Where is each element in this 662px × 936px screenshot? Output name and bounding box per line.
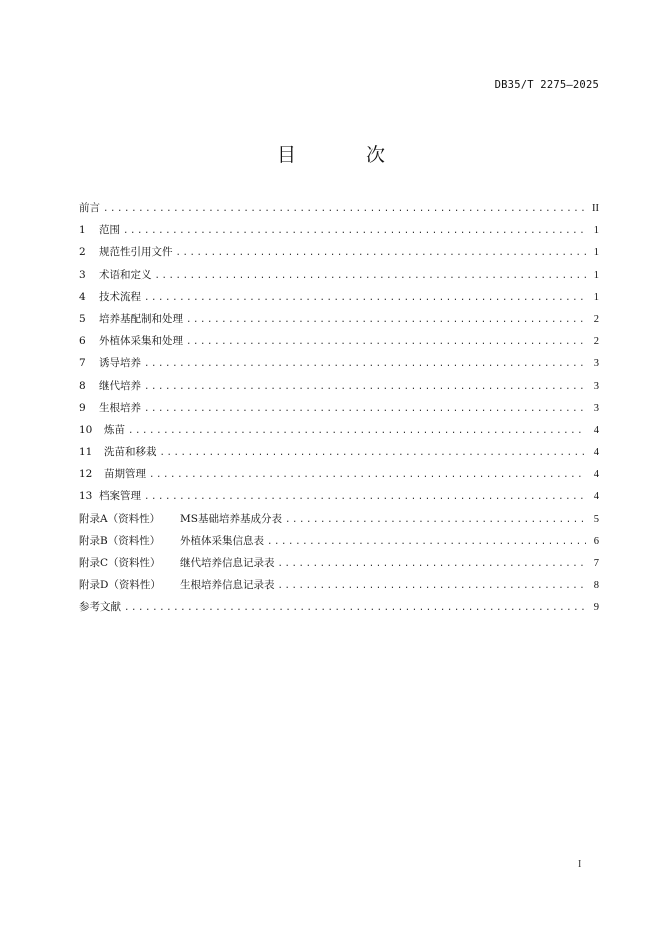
toc-leader-dots xyxy=(176,248,587,258)
toc-entry-label: 1 范围 xyxy=(79,224,120,237)
toc-entry-label: 5 培养基配制和处理 xyxy=(79,312,183,325)
toc-entry-page: 3 xyxy=(593,380,599,392)
toc-entry-label: 9 生根培养 xyxy=(79,401,141,414)
toc-entry-number: 8 xyxy=(79,379,86,392)
toc-entry-number: 5 xyxy=(79,312,86,325)
toc-entry-number: 10 xyxy=(79,423,93,436)
toc-entry-foreword[interactable] xyxy=(79,200,599,222)
toc-leader-dots xyxy=(285,515,586,525)
toc-entry-page: 1 xyxy=(593,247,599,259)
toc-leader-dots xyxy=(278,559,587,569)
toc-entry-10[interactable] xyxy=(79,422,599,444)
toc-entry-number: 11 xyxy=(79,446,93,459)
toc-entry-label: 2 规范性引用文件 xyxy=(79,246,173,259)
toc-leader-dots xyxy=(124,603,586,613)
toc-entry-number: 2 xyxy=(79,246,86,259)
toc-entry-label: 6 外植体采集和处理 xyxy=(79,335,183,348)
toc-entry-label: 8 继代培养 xyxy=(79,379,141,392)
toc-entry-8[interactable] xyxy=(79,378,599,400)
toc-entry-number: 7 xyxy=(79,357,86,370)
toc-entry-label: 前言 xyxy=(79,202,100,214)
toc-entry-number: 12 xyxy=(79,468,93,481)
toc-leader-dots xyxy=(144,359,586,369)
toc-entry-9[interactable] xyxy=(79,400,599,422)
toc-leader-dots xyxy=(103,204,586,214)
toc-entry-label: 参考文献 xyxy=(79,601,121,614)
toc-entry-number: 附录A（资料性） xyxy=(79,512,161,525)
toc-entry-label: 3 术语和定义 xyxy=(79,268,152,281)
toc-entry-label: 11 洗苗和移栽 xyxy=(79,446,157,459)
toc-entry-label: 12 苗期管理 xyxy=(79,468,146,481)
toc-leader-dots xyxy=(144,492,586,502)
toc-entry-page: 2 xyxy=(593,336,599,348)
toc-leader-dots xyxy=(128,426,586,436)
toc-leader-dots xyxy=(155,271,587,281)
toc-entry-label: 4 技术流程 xyxy=(79,290,141,303)
page-title: 目 次 xyxy=(276,144,418,166)
toc-leader-dots xyxy=(123,226,586,236)
toc-entry-page: 4 xyxy=(593,424,599,436)
toc-entry-references[interactable] xyxy=(79,599,599,621)
toc-leader-dots xyxy=(186,337,586,347)
toc-entry-page: 4 xyxy=(593,447,599,459)
toc-entry-page: 4 xyxy=(593,491,599,503)
toc-leader-dots xyxy=(144,293,586,303)
toc-entry-1[interactable] xyxy=(79,222,599,244)
document-code: DB35/T 2275—2025 xyxy=(494,79,599,91)
toc-entry-label: 附录B（资料性） 外植体采集信息表 xyxy=(79,534,264,547)
toc-entry-label: 7 诱导培养 xyxy=(79,357,141,370)
toc-entry-page: 3 xyxy=(593,402,599,414)
toc-entry-number: 6 xyxy=(79,335,86,348)
toc-entry-number: 13 xyxy=(79,490,93,503)
toc-entry-appendix-d[interactable] xyxy=(79,577,599,599)
toc-entry-5[interactable] xyxy=(79,311,599,333)
toc-entry-label: 10 炼苗 xyxy=(79,423,125,436)
toc-entry-page: 6 xyxy=(593,535,599,547)
toc-entry-page: 3 xyxy=(593,358,599,370)
toc-entry-number: 9 xyxy=(79,401,86,414)
toc-entry-number: 附录C（资料性） xyxy=(79,557,161,569)
toc-entry-label: 附录A（资料性） MS基础培养基成分表 xyxy=(79,512,282,525)
toc-entry-page: II xyxy=(592,203,599,214)
toc-entry-appendix-b[interactable] xyxy=(79,533,599,555)
toc-entry-appendix-c[interactable] xyxy=(79,555,599,577)
toc-entry-number: 附录D（资料性） xyxy=(79,579,161,592)
toc-entry-page: 1 xyxy=(593,225,599,237)
toc-entry-page: 9 xyxy=(593,602,599,614)
toc-entry-page: 2 xyxy=(593,313,599,325)
toc-leader-dots xyxy=(144,382,586,392)
toc-entry-3[interactable] xyxy=(79,267,599,289)
toc-entry-2[interactable] xyxy=(79,244,599,266)
toc-entry-page: 5 xyxy=(593,513,599,525)
toc-entry-7[interactable] xyxy=(79,355,599,377)
toc-entry-13[interactable] xyxy=(79,488,599,510)
toc-entry-6[interactable] xyxy=(79,333,599,355)
toc-entry-4[interactable] xyxy=(79,289,599,311)
toc-entry-number: 3 xyxy=(79,268,86,281)
toc-leader-dots xyxy=(278,581,587,591)
page-number: I xyxy=(578,859,582,870)
toc-entry-label: 附录D（资料性） 生根培养信息记录表 xyxy=(79,579,275,592)
toc-entry-page: 4 xyxy=(593,469,599,481)
toc-entry-number: 1 xyxy=(79,224,86,237)
toc-entry-page: 1 xyxy=(593,291,599,303)
toc-entry-page: 7 xyxy=(593,558,599,569)
toc-leader-dots xyxy=(160,448,587,458)
table-of-contents xyxy=(79,200,599,622)
toc-entry-12[interactable] xyxy=(79,466,599,488)
toc-entry-appendix-a[interactable] xyxy=(79,511,599,533)
toc-leader-dots xyxy=(186,315,586,325)
toc-entry-page: 8 xyxy=(593,580,599,592)
toc-entry-number: 4 xyxy=(79,290,86,303)
toc-leader-dots xyxy=(149,470,586,480)
toc-leader-dots xyxy=(144,404,586,414)
toc-entry-label: 附录C（资料性） 继代培养信息记录表 xyxy=(79,557,275,569)
toc-entry-11[interactable] xyxy=(79,444,599,466)
toc-entry-label: 13 档案管理 xyxy=(79,490,141,503)
toc-entry-page: 1 xyxy=(593,269,599,281)
toc-entry-number: 附录B（资料性） xyxy=(79,534,161,547)
toc-leader-dots xyxy=(267,537,586,547)
